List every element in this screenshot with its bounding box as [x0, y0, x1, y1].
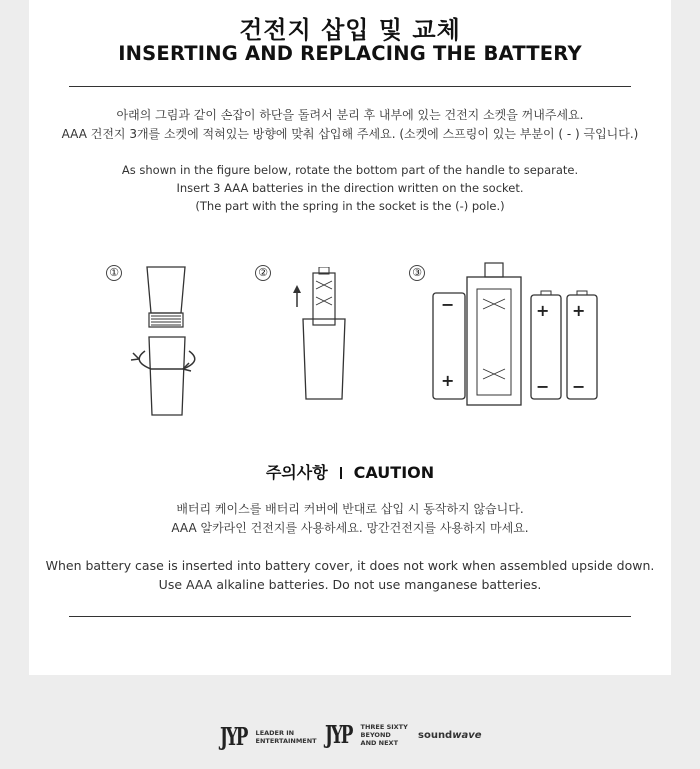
- top-divider: [69, 86, 631, 87]
- caution-separator: [340, 467, 342, 479]
- caution-heading-english: CAUTION: [353, 463, 435, 482]
- footer-logos: [0, 700, 700, 769]
- jyp-logo-tagline: THREE SIXTY BEYOND AND NEXT: [360, 722, 408, 747]
- instructions-english: [29, 161, 671, 215]
- battery-1-plus-sign: +: [441, 371, 455, 390]
- title-korean: 건전지 삽입 및 교체: [239, 16, 461, 44]
- instruction-line: (The part with the spring in the socket is the (-) pole.): [195, 199, 505, 213]
- instruction-card: [29, 0, 671, 675]
- caution-heading: [29, 460, 671, 483]
- soundwave-logo-prefix: sound: [418, 730, 453, 741]
- jyp-logo-mark: JYP: [325, 720, 352, 749]
- instruction-line: Insert 3 AAA batteries in the direction written on the socket.: [176, 181, 524, 195]
- caution-heading-korean: 주의사항: [265, 463, 328, 482]
- instruction-line: AAA 건전지 3개를 소켓에 적혀있는 방향에 맞춰 삽입해 주세요. (소켓에 스프링이 있는 부분이 ( - ) 극입니다.): [61, 127, 639, 141]
- battery-3-minus-sign: −: [572, 377, 586, 396]
- caution-line: 배터리 케이스를 배터리 커버에 반대로 삽입 시 동작하지 않습니다.: [176, 502, 524, 516]
- caution-korean: [29, 500, 671, 538]
- battery-2-minus-sign: −: [536, 377, 550, 396]
- title-english: INSERTING AND REPLACING THE BATTERY: [118, 42, 582, 65]
- caution-english: [29, 556, 671, 594]
- soundwave-logo: [418, 730, 482, 741]
- soundwave-logo-suffix: wave: [452, 730, 482, 741]
- battery-2-plus-sign: +: [536, 301, 550, 320]
- battery-figures: [29, 255, 671, 430]
- instruction-line: As shown in the figure below, rotate the bottom part of the handle to separate.: [121, 163, 579, 177]
- caution-line: When battery case is inserted into battery cover, it does not work when assembled upside down.: [45, 558, 655, 573]
- jyp-logo-mark: JYP: [220, 722, 247, 751]
- battery-insertion-illustration: [427, 259, 627, 407]
- step-2-number: ②: [255, 265, 271, 281]
- caution-line: Use AAA alkaline batteries. Do not use manganese batteries.: [158, 577, 542, 592]
- instruction-line: 아래의 그림과 같이 손잡이 하단을 돌려서 분리 후 내부에 있는 건전지 소켓을 꺼내주세요.: [116, 108, 584, 122]
- battery-3-plus-sign: +: [572, 301, 586, 320]
- instructions-korean: [29, 106, 671, 144]
- step-3-number: ③: [409, 265, 425, 281]
- jyp-360-logo: [325, 720, 408, 749]
- bottom-divider: [69, 616, 631, 617]
- socket-removal-illustration: [289, 267, 349, 407]
- jyp-entertainment-logo: [220, 722, 317, 751]
- step-1-number: ①: [106, 265, 122, 281]
- jyp-logo-tagline: LEADER IN ENTERTAINMENT: [255, 728, 317, 745]
- handle-separation-illustration: [129, 263, 239, 433]
- battery-1-minus-sign: −: [441, 295, 455, 314]
- caution-line: AAA 알카라인 건전지를 사용하세요. 망간건전지를 사용하지 마세요.: [171, 521, 529, 535]
